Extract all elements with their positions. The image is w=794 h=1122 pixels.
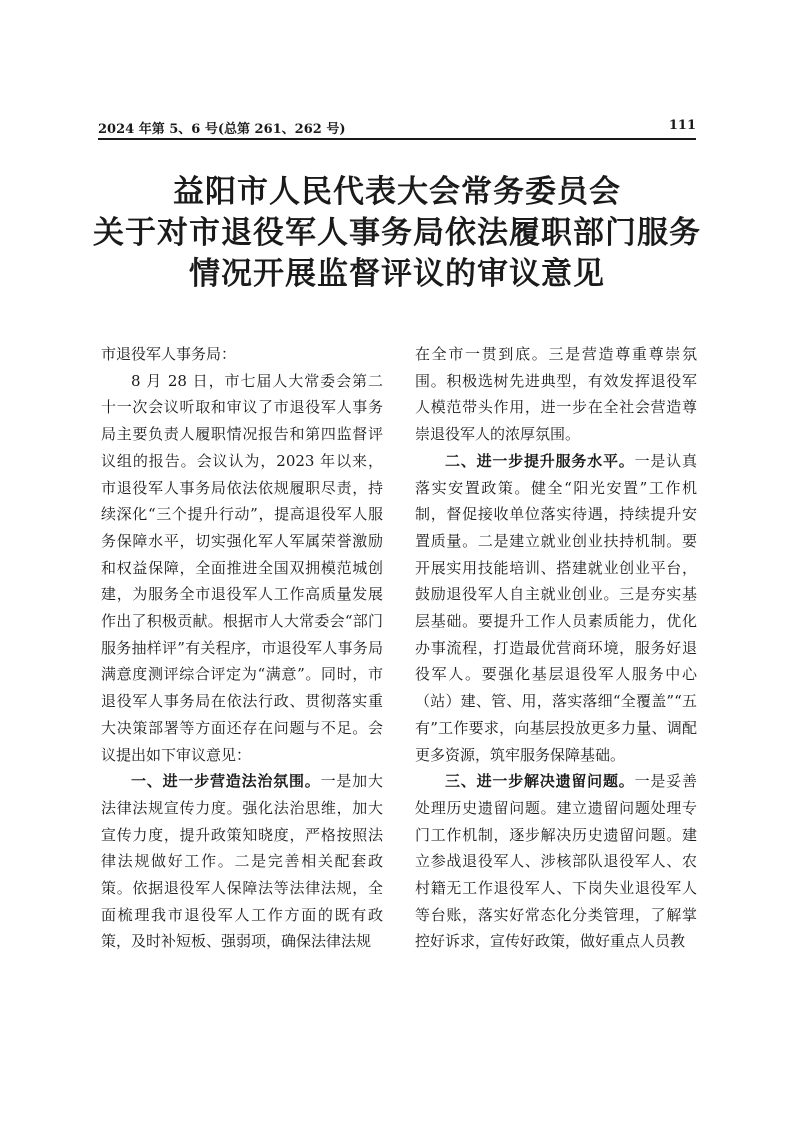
header-rule: [98, 138, 696, 140]
paragraph-section-1: [101, 768, 383, 955]
section-3-heading: 三、进一步解决遗留问题。: [445, 772, 635, 791]
right-column: [415, 341, 697, 955]
left-column: [101, 341, 383, 955]
title-line-3: 情况开展监督评议的审议意见: [189, 256, 605, 292]
salutation: 市退役军人事务局：: [101, 345, 237, 363]
section-2-text: 一是认真落实安置政策。健全“阳光安置”工作机制，督促接收单位落实待遇，持续提升安置质量。二是建立就业创业扶持机制。要开展实用技能培训、搭建就业创业平台，鼓励退役军人自主就业创业。三是夯实基层基础。要提升工作人员素质能力，优化办事流程，打造最优营商环境，服务好退役军人。要强化基层退役军人服务中心（站）建、管、用，落实落细“全覆盖”“五有”工作要求，向基层投放更多力量、调配更多资源，筑牢服务保障基础。: [415, 451, 697, 764]
page-number: 111: [668, 118, 696, 133]
document-title: [60, 172, 734, 295]
title-line-2: 关于对市退役军人事务局依法履职部门服务: [93, 215, 701, 251]
title-line-1: 益阳市人民代表大会常务委员会: [173, 174, 621, 210]
section-1-heading: 一、进一步营造法治氛围。: [131, 772, 321, 791]
section-1-continuation: 在全市一贯到底。三是营造尊重尊崇氛围。积极选树先进典型，有效发挥退役军人模范带头作用，进一步在全社会营造尊崇退役军人的浓厚氛围。: [415, 345, 697, 444]
issue-info: 2024 年第 5、6 号(总第 261、262 号): [98, 122, 346, 137]
paragraph-section-2: [415, 448, 697, 768]
paragraph-intro: 8 月 28 日，市七届人大常委会第二十一次会议听取和审议了市退役军人事务局主要负责人履职情况报告和第四监督评议组的报告。会议认为，2023 年以来，市退役军人事务局依法依规履职尽责，持续深化“三个提升行动”，提高退役军人服务保障水平，切实强化军人军属荣誉激励和权益保障，全面推进全国双拥模范城创建，为服务全市退役军人工作高质量发展作出了积极贡献。根据市人大常委会“部门服务抽样评”有关程序，市退役军人事务局满意度测评综合评定为“满意”。同时，市退役军人事务局在依法行政、贯彻落实重大决策部署等方面还存在问题与不足。会议提出如下审议意见：: [101, 371, 383, 764]
running-header: [98, 114, 696, 140]
section-2-heading: 二、进一步提升服务水平。: [445, 451, 635, 470]
section-1-text: 一是加大法律法规宣传力度。强化法治思维，加大宣传力度，提升政策知晓度，严格按照法律法规做好工作。二是完善相关配套政策。依据退役军人保障法等法律法规，全面梳理我市退役军人工作方面的既有政策，及时补短板、强弱项，确保法律法规: [101, 772, 383, 951]
paragraph-section-3: [415, 768, 697, 955]
section-3-text: 一是妥善处理历史遗留问题。建立遗留问题处理专门工作机制，逐步解决历史遗留问题。建立参战退役军人、涉核部队退役军人、农村籍无工作退役军人、下岗失业退役军人等台账，落实好常态化分类管理，了解掌控好诉求，宣传好政策，做好重点人员教: [415, 772, 697, 951]
